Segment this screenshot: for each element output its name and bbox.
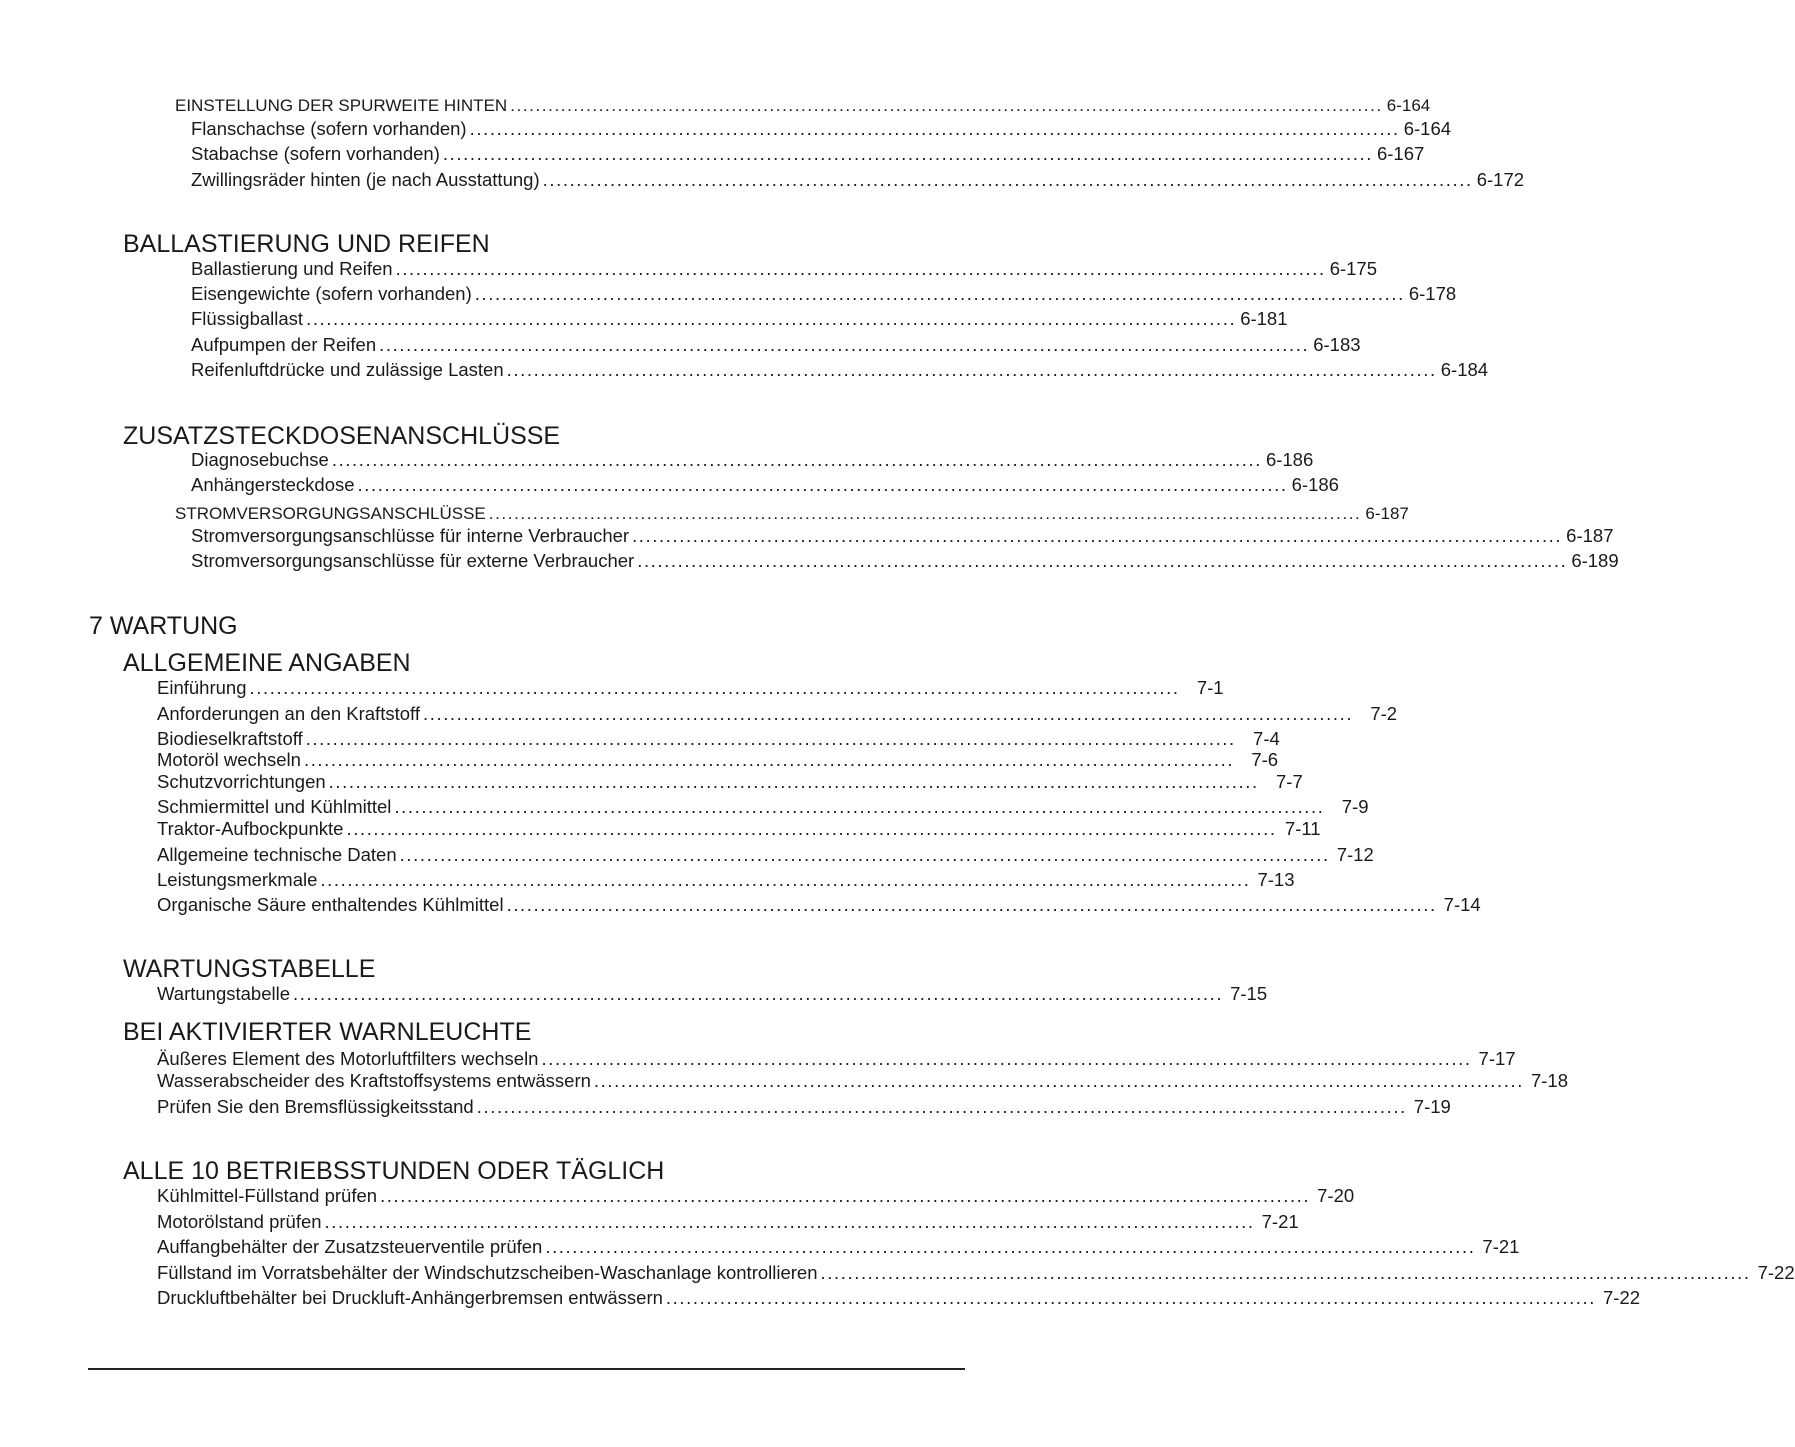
toc-page-number: 7-7 xyxy=(1276,771,1303,792)
toc-label: Reifenluftdrücke und zulässige Lasten xyxy=(191,359,504,380)
toc-entry[interactable] xyxy=(191,308,1288,330)
toc-page-number: 7-2 xyxy=(1370,703,1398,724)
toc-label: Füllstand im Vorratsbehälter der Windschutzscheiben-Waschanlage kontrollieren xyxy=(157,1262,818,1283)
toc-page-number: 7-6 xyxy=(1251,749,1279,770)
leader-dots: .......................................................................................................................................... xyxy=(357,474,1288,495)
toc-label: Druckluftbehälter bei Druckluft-Anhängerbremsen entwässern xyxy=(157,1287,663,1308)
toc-entry[interactable] xyxy=(157,869,1295,891)
leader-dots: .......................................................................................................................................... xyxy=(469,118,1400,139)
leader-dots: .......................................................................................................................................... xyxy=(541,1048,1472,1069)
toc-entry[interactable] xyxy=(157,1096,1451,1118)
toc-page-number: 6-175 xyxy=(1329,258,1378,279)
toc-page-number: 6-164 xyxy=(1386,96,1431,115)
toc-label: Anhängersteckdose xyxy=(191,474,355,495)
toc-entry[interactable] xyxy=(191,169,1525,191)
toc-subheading-stromversorgung[interactable] xyxy=(175,503,1409,525)
toc-entry[interactable] xyxy=(157,728,1280,750)
leader-dots: .......................................................................................................................................... xyxy=(510,96,1383,115)
toc-entry[interactable] xyxy=(191,143,1425,165)
leader-dots: .......................................................................................................................................... xyxy=(442,143,1373,164)
toc-page-number: 7-13 xyxy=(1257,869,1295,890)
toc-entry[interactable] xyxy=(157,818,1321,840)
toc-page-number: 6-181 xyxy=(1240,308,1288,329)
leader-dots: .......................................................................................................................................... xyxy=(422,703,1354,724)
toc-entry[interactable] xyxy=(157,1211,1299,1233)
leader-dots: .......................................................................................................................................... xyxy=(542,169,1473,190)
toc-entry[interactable] xyxy=(157,1262,1795,1284)
toc-label: Stromversorgungsanschlüsse für interne Verbraucher xyxy=(191,525,630,546)
toc-entry[interactable] xyxy=(157,1048,1516,1070)
toc-entry[interactable] xyxy=(191,258,1378,280)
toc-entry[interactable] xyxy=(157,844,1374,866)
toc-entry[interactable] xyxy=(157,1185,1355,1207)
leader-dots: .......................................................................................................................................... xyxy=(632,525,1563,546)
toc-page-number: 7-11 xyxy=(1284,818,1321,839)
leader-dots: .......................................................................................................................................... xyxy=(331,449,1262,470)
toc-page-number: 7-18 xyxy=(1530,1070,1569,1091)
toc-entry[interactable] xyxy=(191,359,1489,381)
toc-label: Organische Säure enthaltendes Kühlmittel xyxy=(157,894,504,915)
leader-dots: .......................................................................................................................................... xyxy=(506,359,1437,380)
toc-label: Stabachse (sofern vorhanden) xyxy=(191,143,440,164)
toc-entry[interactable] xyxy=(157,749,1279,771)
toc-entry[interactable] xyxy=(157,983,1268,1005)
toc-page-number: 6-189 xyxy=(1571,550,1619,571)
leader-dots: .......................................................................................................................................... xyxy=(328,771,1259,792)
leader-dots: .......................................................................................................................................... xyxy=(395,258,1326,279)
leader-dots: .......................................................................................................................................... xyxy=(306,308,1237,329)
toc-label: Motorölstand prüfen xyxy=(157,1211,322,1232)
chapter-title-wartung: 7 WARTUNG xyxy=(89,612,238,640)
toc-label: Biodieselkraftstoff xyxy=(157,728,303,749)
leader-dots: .......................................................................................................................................... xyxy=(379,334,1310,355)
leader-dots: .......................................................................................................................................... xyxy=(665,1287,1597,1308)
toc-page-number: 6-184 xyxy=(1440,359,1489,380)
toc-page-number: 6-172 xyxy=(1476,169,1525,190)
leader-dots: .......................................................................................................................................... xyxy=(476,1096,1407,1117)
toc-page-number: 6-187 xyxy=(1365,504,1409,523)
leader-dots: .......................................................................................................................................... xyxy=(474,283,1405,304)
toc-label: Flüssigballast xyxy=(191,308,304,329)
toc-page-number: 7-14 xyxy=(1443,894,1481,915)
toc-entry[interactable] xyxy=(191,334,1361,356)
section-title-zusatzsteckdosen: ZUSATZSTECKDOSENANSCHLÜSSE xyxy=(123,422,561,450)
toc-entry[interactable] xyxy=(157,894,1481,916)
toc-label: EINSTELLUNG DER SPURWEITE HINTEN xyxy=(175,96,508,115)
toc-page-number: 7-21 xyxy=(1261,1211,1299,1232)
toc-page-number: 7-20 xyxy=(1317,1185,1355,1206)
toc-page-number: 6-186 xyxy=(1291,474,1339,495)
toc-label: Einführung xyxy=(157,677,247,698)
toc-label: Schmiermittel und Kühlmittel xyxy=(157,796,392,817)
section-title-warnleuchte: BEI AKTIVIERTER WARNLEUCHTE xyxy=(123,1018,532,1046)
leader-dots: .......................................................................................................................................... xyxy=(320,869,1251,890)
leader-dots: .......................................................................................................................................... xyxy=(488,504,1362,523)
leader-dots: .......................................................................................................................................... xyxy=(305,728,1236,749)
toc-entry[interactable] xyxy=(157,1287,1641,1309)
footer-rule xyxy=(88,1368,965,1370)
leader-dots: .......................................................................................................................................... xyxy=(324,1211,1255,1232)
toc-label: Traktor-Aufbockpunkte xyxy=(157,818,344,839)
toc-label: Aufpumpen der Reifen xyxy=(191,334,377,355)
toc-page-number: 7-15 xyxy=(1230,983,1268,1004)
toc-page-number: 7-19 xyxy=(1413,1096,1451,1117)
leader-dots: .......................................................................................................................................... xyxy=(820,1262,1751,1283)
toc-label: Kühlmittel-Füllstand prüfen xyxy=(157,1185,378,1206)
toc-label: Allgemeine technische Daten xyxy=(157,844,397,865)
toc-entry[interactable] xyxy=(157,1070,1569,1092)
toc-label: Äußeres Element des Motorluftfilters wechseln xyxy=(157,1048,539,1069)
toc-page-number: 6-164 xyxy=(1403,118,1452,139)
toc-entry[interactable] xyxy=(191,283,1457,305)
toc-page-number: 7-21 xyxy=(1482,1236,1520,1257)
toc-label: Zwillingsräder hinten (je nach Ausstattung) xyxy=(191,169,540,190)
toc-entry[interactable] xyxy=(157,677,1224,699)
toc-label: Flanschachse (sofern vorhanden) xyxy=(191,118,467,139)
toc-entry[interactable] xyxy=(157,771,1303,793)
toc-label: Wasserabscheider des Kraftstoffsystems entwässern xyxy=(157,1070,591,1091)
toc-entry[interactable] xyxy=(191,118,1452,140)
toc-page-number: 7-22 xyxy=(1757,1262,1795,1283)
section-title-ballastierung: BALLASTIERUNG UND REIFEN xyxy=(123,230,490,258)
toc-page-number: 6-187 xyxy=(1566,525,1614,546)
toc-label: Wartungstabelle xyxy=(157,983,290,1004)
toc-subheading-spurweite[interactable] xyxy=(175,95,1431,117)
toc-page-number: 7-1 xyxy=(1196,677,1224,698)
toc-entry[interactable] xyxy=(191,525,1614,547)
toc-entry[interactable] xyxy=(157,703,1398,725)
toc-entry[interactable] xyxy=(157,1236,1520,1258)
toc-page-number: 7-4 xyxy=(1253,728,1280,749)
toc-label: Ballastierung und Reifen xyxy=(191,258,393,279)
leader-dots: .......................................................................................................................................... xyxy=(303,749,1235,770)
toc-page-number: 6-183 xyxy=(1313,334,1361,355)
toc-label: Eisengewichte (sofern vorhanden) xyxy=(191,283,472,304)
toc-entry[interactable] xyxy=(191,474,1339,496)
toc-entry[interactable] xyxy=(191,550,1619,572)
toc-entry[interactable] xyxy=(191,449,1314,471)
toc-label: STROMVERSORGUNGSANSCHLÜSSE xyxy=(175,504,486,523)
leader-dots: .......................................................................................................................................... xyxy=(399,844,1330,865)
toc-label: Motoröl wechseln xyxy=(157,749,301,770)
toc-page-number: 7-17 xyxy=(1478,1048,1516,1069)
toc-page-number: 7-9 xyxy=(1341,796,1369,817)
leader-dots: .......................................................................................................................................... xyxy=(545,1236,1476,1257)
toc-page-number: 6-178 xyxy=(1408,283,1457,304)
toc-entry[interactable] xyxy=(157,796,1369,818)
leader-dots: .......................................................................................................................................... xyxy=(593,1070,1525,1091)
toc-page-number: 6-186 xyxy=(1265,449,1314,470)
leader-dots: .......................................................................................................................................... xyxy=(346,818,1277,839)
toc-label: Stromversorgungsanschlüsse für externe Verbraucher xyxy=(191,550,635,571)
toc-label: Schutzvorrichtungen xyxy=(157,771,326,792)
toc-label: Diagnosebuchse xyxy=(191,449,329,470)
leader-dots: .......................................................................................................................................... xyxy=(293,983,1224,1004)
leader-dots: .......................................................................................................................................... xyxy=(249,677,1180,698)
toc-page-number: 7-22 xyxy=(1603,1287,1641,1308)
leader-dots: .......................................................................................................................................... xyxy=(394,796,1325,817)
toc-label: Prüfen Sie den Bremsflüssigkeitsstand xyxy=(157,1096,474,1117)
leader-dots: .......................................................................................................................................... xyxy=(506,894,1437,915)
leader-dots: .......................................................................................................................................... xyxy=(380,1185,1311,1206)
toc-label: Anforderungen an den Kraftstoff xyxy=(157,703,420,724)
section-title-allgemeine-angaben: ALLGEMEINE ANGABEN xyxy=(123,649,411,677)
section-title-wartungstabelle: WARTUNGSTABELLE xyxy=(123,955,376,983)
leader-dots: .......................................................................................................................................... xyxy=(637,550,1568,571)
toc-page-number: 6-167 xyxy=(1376,143,1425,164)
toc-label: Auffangbehälter der Zusatzsteuerventile prüfen xyxy=(157,1236,543,1257)
section-title-taeglich: ALLE 10 BETRIEBSSTUNDEN ODER TÄGLICH xyxy=(123,1157,665,1185)
toc-page-number: 7-12 xyxy=(1336,844,1374,865)
toc-label: Leistungsmerkmale xyxy=(157,869,318,890)
